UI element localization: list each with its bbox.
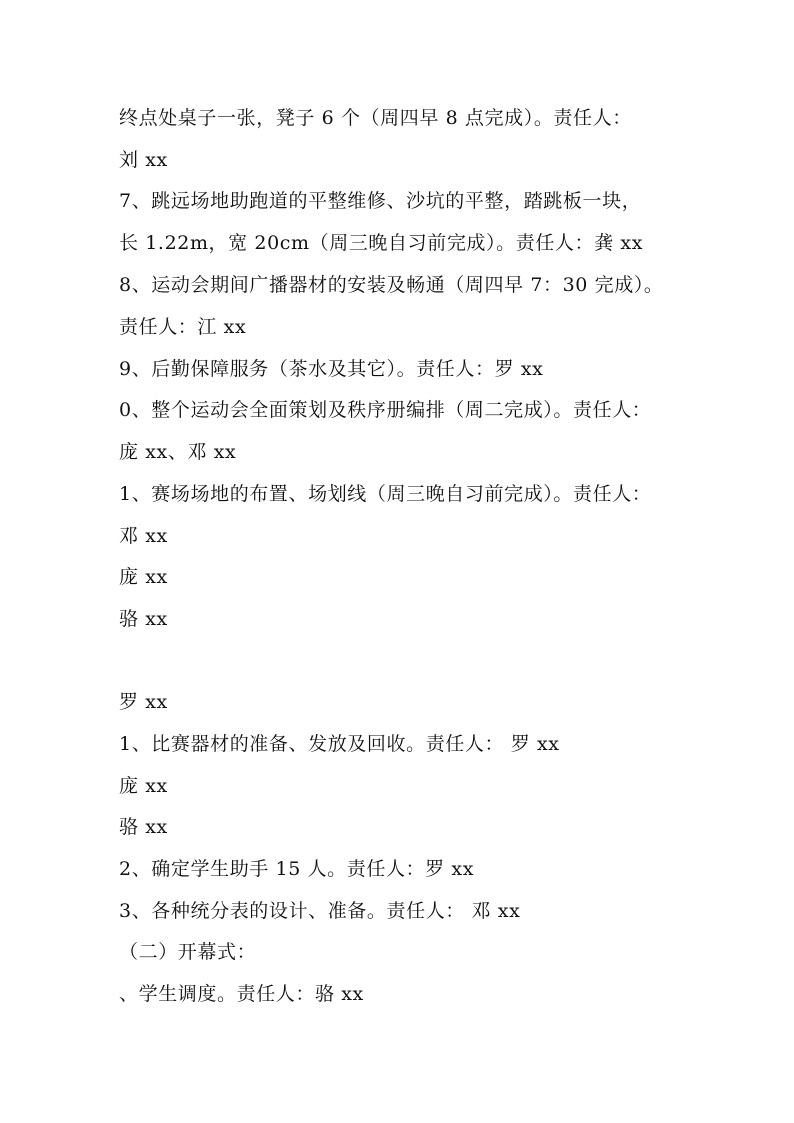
text-line: 0、整个运动会全面策划及秩序册编排（周二完成）。责任人： xyxy=(119,399,652,421)
text-line: 3、各种统分表的设计、准备。责任人： 邓 xx xyxy=(119,900,521,922)
text-line: 庞 xx xyxy=(119,775,168,797)
text-line: 骆 xx xyxy=(119,608,168,630)
text-line: 长 1.22m，宽 20cm（周三晚自习前完成）。责任人：龚 xx xyxy=(119,232,644,254)
text-line: 骆 xx xyxy=(119,816,168,838)
text-line: 9、后勤保障服务（茶水及其它）。责任人：罗 xx xyxy=(119,358,544,380)
text-line: 8、运动会期间广播器材的安装及畅通（周四早 7：30 完成）。 xyxy=(119,274,664,296)
text-line: 、学生调度。责任人：骆 xx xyxy=(119,983,364,1005)
text-line: 责任人：江 xx xyxy=(119,316,247,338)
text-line: 终点处桌子一张，凳子 6 个（周四早 8 点完成）。责任人： xyxy=(119,107,632,129)
text-line: 1、比赛器材的准备、发放及回收。责任人： 罗 xx xyxy=(119,733,560,755)
text-line: 7、跳远场地助跑道的平整维修、沙坑的平整，踏跳板一块， xyxy=(119,190,642,212)
text-line: 1、赛场场地的布置、场划线（周三晚自习前完成）。责任人： xyxy=(119,483,652,505)
section-heading: （二）开幕式： xyxy=(119,941,257,963)
text-line: 2、确定学生助手 15 人。责任人：罗 xx xyxy=(119,858,475,880)
text-line: 邓 xx xyxy=(119,525,168,547)
text-line: 罗 xx xyxy=(119,691,168,713)
text-line: 庞 xx xyxy=(119,566,168,588)
text-line: 刘 xx xyxy=(119,149,168,171)
text-line: 庞 xx、邓 xx xyxy=(119,441,237,463)
